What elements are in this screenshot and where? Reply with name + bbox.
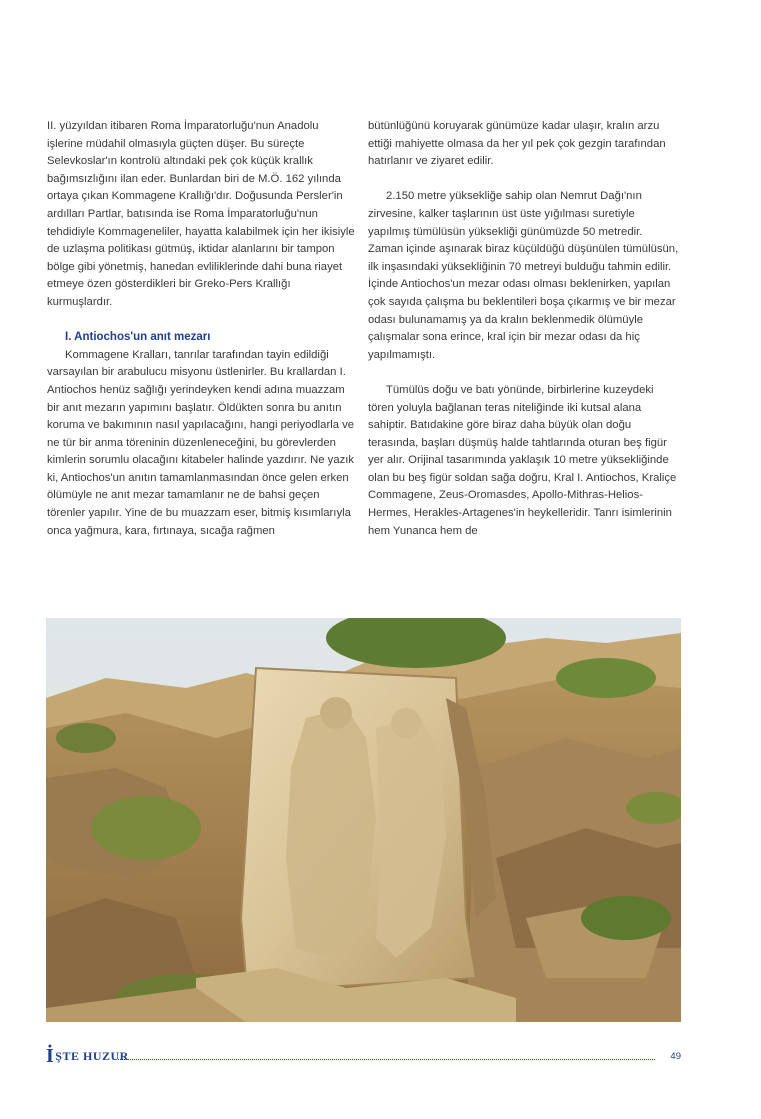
continuation-paragraph: bütünlüğünü koruyarak günümüze kadar ulaşır, kralın arzu ettiği mahiyette olmasa da her yıl pek çok gezgin tarafından hatırlanır ve ziyaret edilir. bbox=[368, 120, 666, 168]
left-text-column bbox=[47, 118, 357, 540]
tumulus-paragraph: 2.150 metre yüksekliğe sahip olan Nemrut Dağı'nın zirvesine, kalker taşlarının üst üste yığılması suretiyle yapılmış tümülüsün yüksekliği günümüzde 50 metredir. Zaman içinde aşınarak biraz küçüldüğü düşünülen tümülüsün, ilk inşasındaki yüksekliğinin 70 metreyi bulduğu tahmin edilir. İçinde Antiochos'un mezar odası olması beklenirken, yapılan çok sayıda çalışma bu beklentileri boşa çıkarmış ve bir mezar odası bulunamamış ya da kralın beklenmedik ölümüyle çalışmalar sona erince, kral için bir mezar odası da hiç yapılmamıştı. bbox=[368, 190, 679, 361]
section-paragraph: Kommagene Kralları, tanrılar tarafından tayin edildiği varsayılan bir arabulucu misyonu üstlenirler. Bu krallardan I. Antiochos henüz sağlığı yerindeyken kendi adına muazzam bir anıt mezarın yapımını başlatır. Öldükten sonra bu anıtın koruma ve bakımının nasıl yapılacağını, hangi periyodlarla ve ne tür bir anma töreninin düzenleneceğini, bu görevlerden kimlerin sorumlu olacağını kitabeler halinde yazdırır. Ne yazık ki, Antiochos'un anıtın tamamlanmasından önce gelen erken ölümüyle ne anıt mezar tamamlanır ne de bahsi geçen törenler yapılır. Yine de bu muazzam eser, bitmiş kısımlarıyla onca yağmura, kara, fırtınaya, sıcağa rağmen bbox=[47, 348, 355, 537]
relief-photo bbox=[46, 618, 681, 1022]
footer-dotted-rule bbox=[118, 1059, 655, 1060]
right-text-column bbox=[368, 118, 680, 540]
intro-paragraph: II. yüzyıldan itibaren Roma İmparatorluğu'nun Anadolu işlerine müdahil olmasıyla güçten düşer. Bu süreçte Selevkoslar'ın kontrolü altındaki pek çok küçük krallık bağımsızlığını ilan eder. Bunlardan biri de M.Ö. 162 yılında ortaya çıkan Kommagene Krallığı'dır. Doğusunda Persler'in ardılları Partlar, batısında ise Roma İmparatorluğu'nun tehdidiyle Kommageneliler, hayatta kalabilmek için her ikisiyle de uzlaşma politikası gütmüş, iktidar alanlarını bir tampon bölge gibi yönetmiş, hanedan evliliklerinde dahi buna riayet etmeye özen gösterdikleri bir Greko-Pers Krallığı kurmuşlardır. bbox=[47, 120, 355, 308]
terrace-paragraph: Tümülüs doğu ve batı yönünde, birbirlerine kuzeydeki tören yoluyla bağlanan teras niteliğinde iki kutsal alana sahiptir. Batıdakine göre biraz daha büyük olan doğu terasında, başları düşmüş halde tahtlarında oturan beş figür yer alır. Orijinal tasarımında yaklaşık 10 metre yüksekliğinde olan bu beş figür soldan sağa doğru, Kral I. Antiochos, Kraliçe Commagene, Zeus-Oromasdes, Apollo-Mithras-Helios-Hermes, Herakles-Artagenes'in heykelleridir. Tanrı isimlerinin hem Yunanca hem de bbox=[368, 383, 677, 537]
page-footer bbox=[46, 1046, 681, 1070]
brand-logo bbox=[46, 1047, 129, 1065]
brand-text: ŞTE HUZUR bbox=[55, 1048, 129, 1063]
section-heading: I. Antiochos'un anıt mezarı bbox=[65, 331, 211, 344]
brand-mark: İ bbox=[46, 1045, 55, 1067]
page-number: 49 bbox=[670, 1051, 681, 1062]
